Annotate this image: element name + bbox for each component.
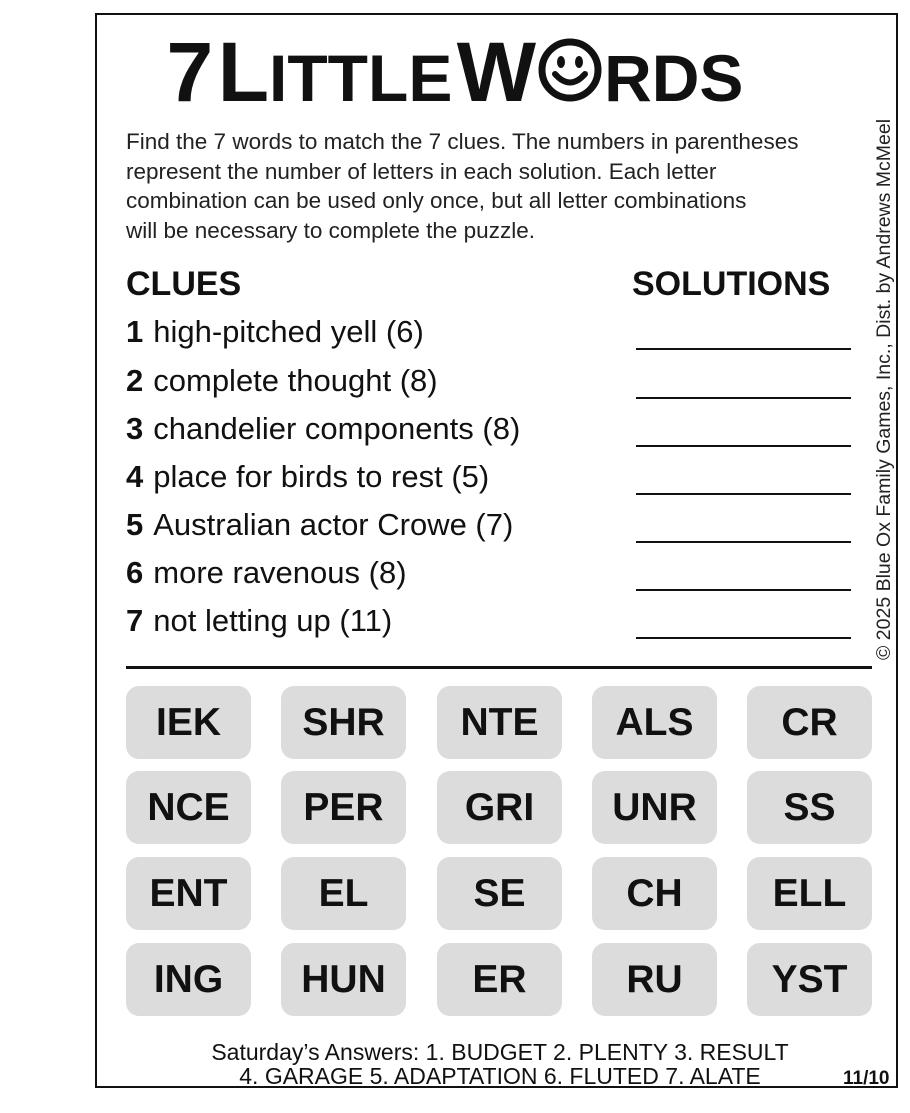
letter-tile[interactable]: PER: [281, 771, 406, 844]
previous-answers-line-1: Saturday’s Answers: 1. BUDGET 2. PLENTY 3. RESULT: [211, 1039, 789, 1065]
divider: [126, 666, 872, 669]
clue-number: 4: [126, 459, 144, 494]
letter-tile[interactable]: ENT: [126, 857, 251, 930]
solution-blank-6[interactable]: [636, 589, 851, 591]
letter-tile[interactable]: ING: [126, 943, 251, 1016]
letter-tile[interactable]: RU: [592, 943, 717, 1016]
letter-tile[interactable]: SHR: [281, 686, 406, 759]
title-word2-initial: W: [456, 25, 537, 119]
clue-2: [126, 363, 438, 399]
letter-tile[interactable]: ALS: [592, 686, 717, 759]
letter-tile[interactable]: SE: [437, 857, 562, 930]
clue-number: 3: [126, 411, 144, 446]
smiley-face-icon: [537, 37, 603, 103]
solution-blank-7[interactable]: [636, 637, 851, 639]
clue-1: [126, 314, 424, 350]
letter-tile[interactable]: UNR: [592, 771, 717, 844]
solution-blank-4[interactable]: [636, 493, 851, 495]
clue-4: [126, 459, 489, 495]
previous-answers-line-2: 4. GARAGE 5. ADAPTATION 6. FLUTED 7. ALATE: [239, 1063, 761, 1089]
letter-tile[interactable]: SS: [747, 771, 872, 844]
solutions-heading: SOLUTIONS: [632, 265, 831, 303]
clue-text: more ravenous (8): [153, 555, 407, 590]
title-word1-initial: L: [217, 25, 270, 119]
letter-tile[interactable]: ELL: [747, 857, 872, 930]
instructions-line: represent the number of letters in each solution. Each letter: [126, 158, 717, 184]
clue-text: not letting up (11): [153, 603, 393, 638]
clue-number: 7: [126, 603, 144, 638]
clues-heading: CLUES: [126, 265, 242, 303]
letter-tile[interactable]: CR: [747, 686, 872, 759]
instructions-line: Find the 7 words to match the 7 clues. The numbers in parentheses: [126, 129, 799, 154]
solution-blank-2[interactable]: [636, 397, 851, 399]
letter-tile[interactable]: IEK: [126, 686, 251, 759]
letter-tile[interactable]: YST: [747, 943, 872, 1016]
instructions-line: combination can be used only once, but all letter combinations: [126, 188, 747, 214]
solution-blank-5[interactable]: [636, 541, 851, 543]
instructions: [126, 127, 876, 246]
copyright-notice: © 2025 Blue Ox Family Games, Inc., Dist. by Andrews McMeel: [873, 118, 895, 660]
clue-number: 5: [126, 507, 144, 542]
letter-tile[interactable]: HUN: [281, 943, 406, 1016]
clue-text: place for birds to rest (5): [153, 459, 490, 494]
solution-blank-1[interactable]: [636, 348, 851, 350]
clue-text: chandelier components (8): [153, 411, 521, 446]
clue-number: 1: [126, 314, 144, 349]
letter-tile[interactable]: CH: [592, 857, 717, 930]
puzzle-date: 11/10: [843, 1068, 890, 1089]
title-word1-rest: ITTLE: [269, 41, 453, 115]
clue-number: 6: [126, 555, 144, 590]
clue-number: 2: [126, 363, 144, 398]
letter-tile[interactable]: NCE: [126, 771, 251, 844]
letter-tile[interactable]: EL: [281, 857, 406, 930]
title-number: 7: [166, 25, 214, 119]
letter-tile[interactable]: ER: [437, 943, 562, 1016]
title-word2-rest: RDS: [604, 41, 744, 115]
clue-6: [126, 555, 407, 591]
clue-7: [126, 603, 392, 639]
letter-tile[interactable]: GRI: [437, 771, 562, 844]
puzzle-title: [0, 25, 910, 119]
instructions-line: will be necessary to complete the puzzle.: [126, 218, 535, 244]
clue-text: Australian actor Crowe (7): [153, 507, 514, 542]
clue-3: [126, 411, 520, 447]
clue-text: complete thought (8): [153, 363, 438, 398]
letter-tile[interactable]: NTE: [437, 686, 562, 759]
solution-blank-3[interactable]: [636, 445, 851, 447]
clue-5: [126, 507, 513, 543]
clue-text: high-pitched yell (6): [153, 314, 424, 349]
